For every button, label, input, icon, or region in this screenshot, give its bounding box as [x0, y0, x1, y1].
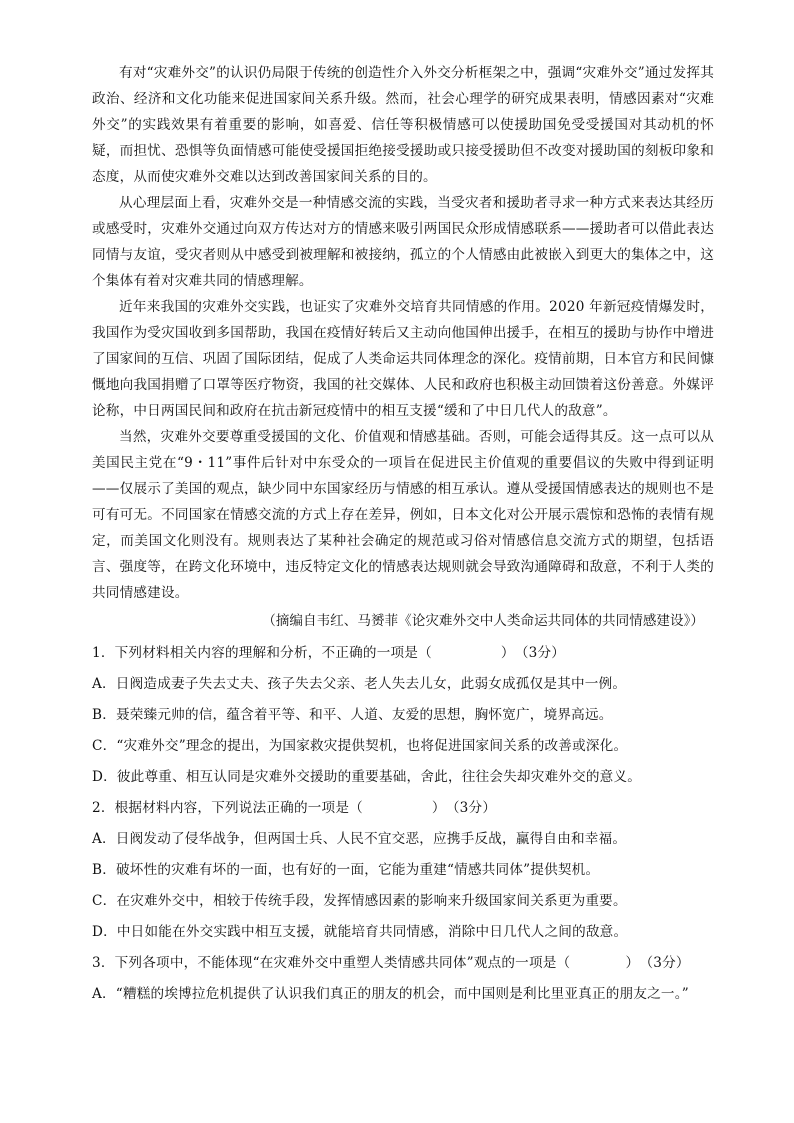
question-list	[92, 638, 714, 1010]
article-paragraph-1: 有对“灾难外交”的认识仍局限于传统的创造性介入外交分析框架之中，强调“灾难外交”通过发挥其政治、经济和文化功能来促进国家间关系升级。然而，社会心理学的研究成果表明，情感因素对“灾难外交”的实践效果有着重要的影响，如喜爱、信任等积极情感可以使援助国免受受援国对其动机的怀疑，而担忧、恐惧等负面情感可能使受援国拒绝接受援助或只接受援助但不改变对援助国的刻板印象和态度，从而使灾难外交难以达到改善国家间关系的目的。	[92, 65, 714, 185]
question-3-stem: 3．下列各项中，不能体现“在灾难外交中重塑人类情感共同体”观点的一项是（ ） （3分）	[92, 955, 690, 971]
article-source: （摘编自韦红、马赟菲《论灾难外交中人类命运共同体的共同情感建设》）	[262, 613, 704, 629]
exam-page	[92, 60, 714, 1010]
article-paragraph-3: 近年来我国的灾难外交实践，也证实了灾难外交培育共同情感的作用。2020 年新冠疫情爆发时，我国作为受灾国收到多国帮助，我国在疫情好转后又主动向他国伸出援手，在相互的援助与协作中增进了国家间的互信、巩固了国际团结，促成了人类命运共同体理念的深化。疫情前期，日本官方和民间慷慨地向我国捐赠了口罩等医疗物资，我国的社交媒体、人民和政府也积极主动回馈着这份善意。外媒评论称，中日两国民间和政府在抗击新冠疫情中的相互支援“缓和了中日几代人的敌意”。	[92, 299, 714, 419]
question-1-option-b: B．聂荣臻元帅的信，蕴含着平等、和平、人道、友爱的思想，胸怀宽广，境界高远。	[92, 707, 613, 723]
article	[92, 60, 714, 634]
question-1-option-c: C．“灾难外交”理念的提出，为国家救灾提供契机，也将促进国家间关系的改善或深化。	[92, 738, 628, 754]
question-2-option-a: A．日阀发动了侵华战争，但两国士兵、人民不宜交恶，应携手反战，赢得自由和幸福。	[92, 831, 627, 847]
question-2-option-b: B．破坏性的灾难有坏的一面，也有好的一面，它能为重建“情感共同体”提供契机。	[92, 862, 600, 878]
question-3-option-a: A．“糟糕的埃博拉危机提供了认识我们真正的朋友的机会，而中国则是利比里亚真正的朋友之一。”	[92, 986, 689, 1002]
question-2-stem: 2．根据材料内容，下列说法正确的一项是（ ） （3分）	[92, 800, 497, 816]
question-1-stem: 1．下列材料相关内容的理解和分析，不正确的一项是（ ） （3分）	[92, 645, 566, 661]
article-paragraph-2: 从心理层面上看，灾难外交是一种情感交流的实践，当受灾者和援助者寻求一种方式来表达其经历或感受时，灾难外交通过向双方传达对方的情感来吸引两国民众形成情感联系——援助者可以借此表达同情与友谊，受灾者则从中感受到被理解和被接纳，孤立的个人情感由此被嵌入到更大的集体之中，这个集体有着对灾难共同的情感理解。	[92, 195, 714, 289]
article-paragraph-4: 当然，灾难外交要尊重受援国的文化、价值观和情感基础。否则，可能会适得其反。这一点可以从美国民主党在“9・11”事件后针对中东受众的一项旨在促进民主价值观的重要倡议的失败中得到证明——仅展示了美国的观点，缺少同中东国家经历与情感的相互承认。遵从受援国情感表达的规则也不是可有可无。不同国家在情感交流的方式上存在差异，例如，日本文化对公开展示震惊和恐怖的表情有规定，而美国文化则没有。规则表达了某种社会确定的规范或习俗对情感信息交流方式的期望，包括语言、强度等，在跨文化环境中，违反特定文化的情感表达规则就会导致沟通障碍和敌意，不利于人类的共同情感建设。	[92, 429, 714, 601]
question-1-option-a: A．日阀造成妻子失去丈夫、孩子失去父亲、老人失去儿女，此弱女成孤仅是其中一例。	[92, 676, 627, 692]
question-1-option-d: D．彼此尊重、相互认同是灾难外交援助的重要基础，舍此，往往会失却灾难外交的意义。	[92, 769, 642, 785]
question-2-option-c: C．在灾难外交中，相较于传统手段，发挥情感因素的影响来升级国家间关系更为重要。	[92, 893, 627, 909]
question-2-option-d: D．中日如能在外交实践中相互支援，就能培育共同情感，消除中日几代人之间的敌意。	[92, 924, 628, 940]
